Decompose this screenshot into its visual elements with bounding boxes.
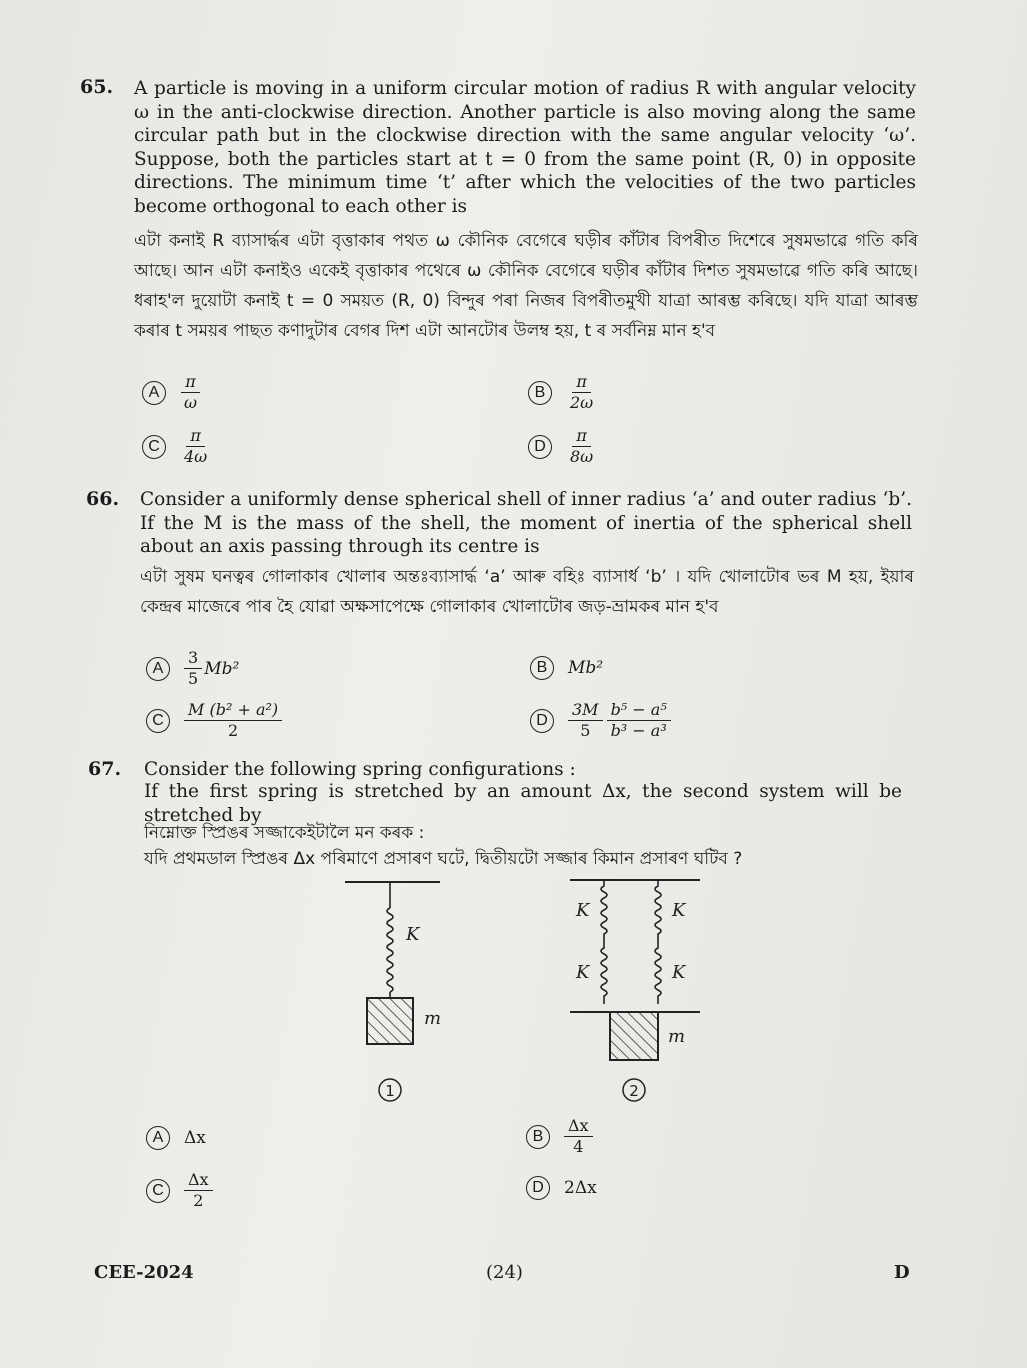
option-a-circle: A	[146, 1126, 170, 1150]
denominator: 5	[580, 721, 591, 740]
q66-option-c-fraction	[184, 700, 282, 741]
spring-constant-label-3: K	[576, 962, 590, 983]
q67-assamese-line2: যদি প্ৰথমডাল স্প্ৰিঙৰ Δx পৰিমাণে প্ৰসাৰণ ঘটে, দ্বিতীয়টো সজ্জাৰ কিমান প্ৰসাৰণ ঘটিব ?	[144, 849, 743, 869]
mass-label: m	[424, 1008, 442, 1029]
option-c-circle: C	[142, 435, 166, 459]
q65-option-d[interactable]	[528, 426, 597, 467]
numerator: π	[572, 426, 591, 447]
q67-option-d[interactable]	[526, 1176, 597, 1200]
denominator: 2	[193, 1191, 204, 1210]
q67-option-a[interactable]	[146, 1126, 206, 1150]
figure-caption: 2	[629, 1082, 639, 1100]
spring-left-bottom	[601, 942, 607, 1004]
numerator: Δx	[184, 1170, 213, 1191]
denominator: 8ω	[570, 447, 594, 466]
spring-left-top	[601, 880, 607, 942]
q66-option-a-fraction	[184, 648, 202, 689]
option-a-circle: A	[142, 381, 166, 405]
q66-option-d[interactable]	[530, 700, 671, 741]
spring-right-bottom	[655, 942, 661, 1004]
denominator: 2	[227, 721, 239, 740]
option-d-circle: D	[528, 435, 552, 459]
spring-figure-2	[560, 866, 720, 1111]
option-b-circle: B	[528, 381, 552, 405]
q67-number: 67.	[88, 758, 122, 780]
q66-option-a-tail: Mb²	[204, 658, 240, 679]
booklet-series: D	[894, 1262, 910, 1283]
figure-caption: 1	[385, 1082, 395, 1100]
denominator: b³ − a³	[610, 721, 667, 740]
q65-option-a-fraction	[180, 372, 201, 413]
q67-english-line2: If the first spring is stretched by an amount Δx, the second system will be stretched by	[144, 781, 902, 826]
option-b-circle: B	[526, 1125, 550, 1149]
spring-coil	[387, 908, 393, 992]
option-c-circle: C	[146, 709, 170, 733]
q67-option-c[interactable]	[146, 1170, 213, 1211]
option-a-circle: A	[146, 657, 170, 681]
spring-figure-1	[340, 870, 470, 1110]
q65-option-b[interactable]	[528, 372, 597, 413]
q66-assamese-text: এটা সুষম ঘনত্বৰ গোলাকাৰ খোলাৰ অন্তঃব্যাসাৰ্দ্ধ ‘a’ আৰু বহিঃ ব্যাসাৰ্ধ ‘b’ । যদি খোলাটোৰ ভৰ M হয়, ইয়াৰ কেন্দ্ৰৰ মাজেৰে পাৰ হৈ যোৱা অক্ষসাপেক্ষে গোলাকাৰ খোলাটোৰ জড়-ভ্ৰামকৰ মান হ'ব	[140, 567, 914, 617]
option-c-circle: C	[146, 1179, 170, 1203]
denominator: 2ω	[570, 393, 594, 412]
q66-option-a[interactable]	[146, 648, 239, 689]
q66-option-d-fraction-2	[607, 700, 671, 741]
numerator: b⁵ − a⁵	[607, 700, 671, 721]
spring-constant-label-2: K	[672, 900, 686, 921]
numerator: 3M	[568, 700, 603, 721]
q65-option-a[interactable]	[142, 372, 201, 413]
spring-constant-label-4: K	[672, 962, 686, 983]
q65-option-c-fraction	[180, 426, 211, 467]
mass-label: m	[668, 1026, 686, 1047]
q66-option-c[interactable]	[146, 700, 282, 741]
q67-option-b-fraction	[564, 1116, 593, 1157]
q65-option-d-fraction	[566, 426, 597, 467]
mass-block	[610, 1012, 658, 1060]
numerator: π	[572, 372, 591, 393]
numerator: π	[181, 372, 200, 393]
denominator: 4	[573, 1137, 584, 1156]
q65-assamese-text: এটা কনাই R ব্যাসাৰ্দ্ধৰ এটা বৃত্তাকাৰ পথত ω কৌনিক বেগেৰে ঘড়ীৰ কাঁটাৰ বিপৰীত দিশেৰে সুষমভাৱে গতি কৰি আছে। আন এটা কনাইও একেই বৃত্তাকাৰ পথেৰে ω কৌনিক বেগেৰে ঘড়ীৰ কাঁটাৰ দিশত সুষমভাৱে গতি কৰি আছে। ধৰাহ'ল দুয়োটা কনাই t = 0 সময়ত (R, 0) বিন্দুৰ পৰা নিজৰ বিপৰীতমুখী যাত্ৰা আৰম্ভ কৰিছে। যদি যাত্ৰা আৰম্ভ কৰাৰ t সময়ৰ পাছত কণাদুটাৰ বেগৰ দিশ এটা আনটোৰ উলম্ব হয়, t ৰ সৰ্বনিম্ন মান হ'ব	[134, 231, 918, 341]
option-b-circle: B	[530, 656, 554, 680]
q66-option-b[interactable]	[530, 656, 603, 680]
q65-option-c[interactable]	[142, 426, 211, 467]
option-d-circle: D	[526, 1176, 550, 1200]
option-d-circle: D	[530, 709, 554, 733]
q66-english-text: Consider a uniformly dense spherical shell of inner radius ‘a’ and outer radius ‘b’. If the M is the mass of the shell, the moment of inertia of the spherical shell about an axis passing through its centre is	[140, 489, 912, 557]
spring-constant-label: K	[406, 924, 420, 945]
q67-option-b[interactable]	[526, 1116, 593, 1157]
denominator: 5	[188, 669, 199, 688]
q65-option-b-fraction	[566, 372, 597, 413]
q66-number: 66.	[86, 488, 120, 510]
numerator: π	[186, 426, 205, 447]
q67-option-a-text: Δx	[184, 1128, 206, 1148]
q67-option-d-text: 2Δx	[564, 1178, 597, 1198]
q66-option-d-fraction-1	[568, 700, 603, 741]
spring-right-top	[655, 880, 661, 942]
denominator: ω	[184, 393, 198, 412]
numerator: M (b² + a²)	[184, 700, 282, 721]
q65-number: 65.	[80, 76, 114, 98]
q67-english-line1: Consider the following spring configurations :	[144, 759, 576, 780]
page-number: (24)	[486, 1262, 523, 1283]
q67-assamese-line1: নিম্নোক্ত স্প্ৰিঙৰ সজ্জাকেইটালৈ মন কৰক :	[144, 823, 425, 843]
q67-option-c-fraction	[184, 1170, 213, 1211]
exam-code: CEE-2024	[94, 1262, 194, 1283]
numerator: Δx	[564, 1116, 593, 1137]
numerator: 3	[184, 648, 202, 669]
spring-constant-label-1: K	[576, 900, 590, 921]
q66-option-b-text: Mb²	[568, 658, 604, 678]
denominator: 4ω	[184, 447, 208, 466]
mass-block	[367, 998, 413, 1044]
q65-english-text: A particle is moving in a uniform circular motion of radius R with angular velocity ω in the anti-clockwise direction. Another particle is also moving along the same circular path but in the clockwise direction with the same angular velocity ‘ω’. Suppose, both the particles start at t = 0 from the same point (R, 0) in opposite directions. The minimum time ‘t’ after which the velocities of the two particles become orthogonal to each other is	[134, 78, 916, 217]
